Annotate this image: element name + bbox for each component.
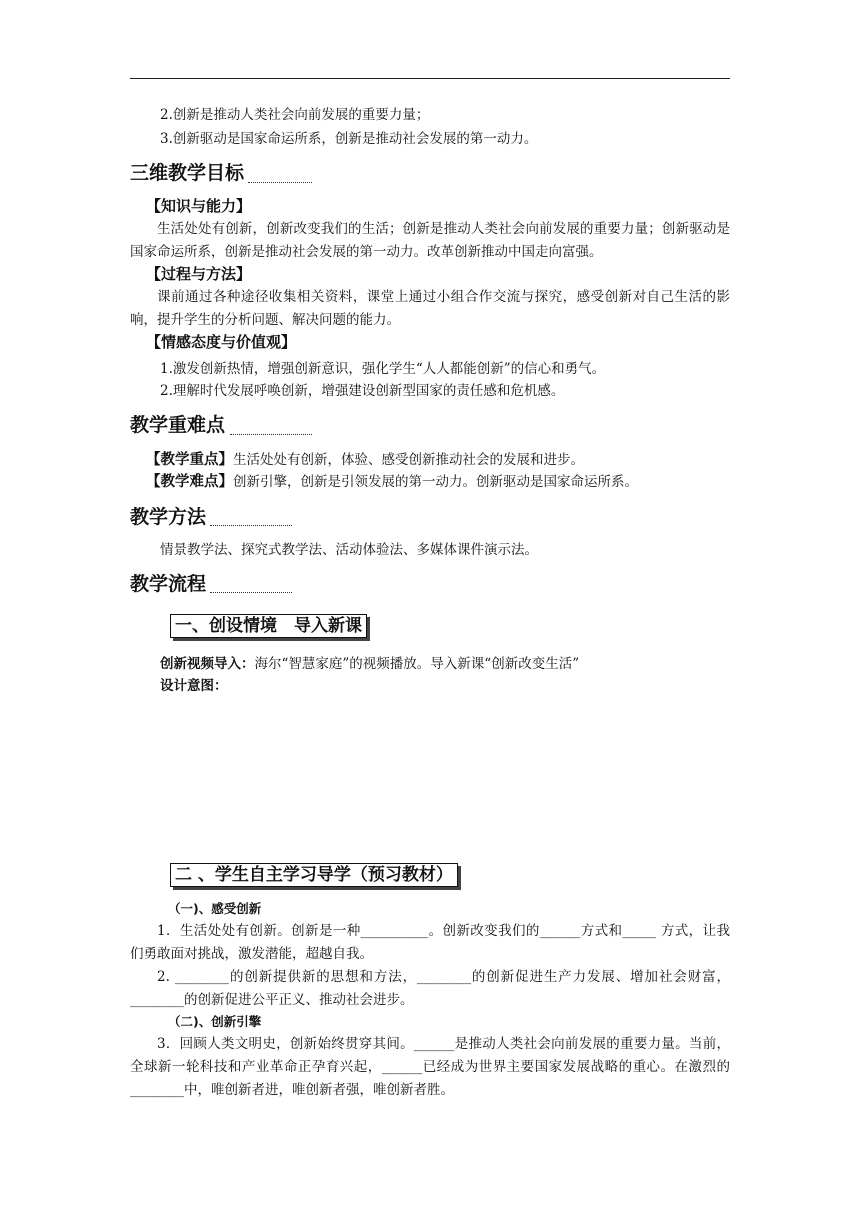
heading-three-dim-goals: 三维教学目标: [130, 162, 245, 184]
difficulty-text: 创新引擎，创新是引领发展的第一动力。创新驱动是国家命运所系。: [233, 474, 638, 490]
heading-underline: [210, 525, 292, 526]
goal-item-2: 2.创新是推动人类社会向前发展的重要力量；: [160, 107, 430, 123]
section-1-title: 一、创设情境 导入新课: [170, 614, 367, 638]
question-1: 1．生活处处有创新。创新是一种__________。创新改变我们的______方式和_____ 方式，让我们勇敢面对挑战，激发潜能，超越自我。: [130, 923, 730, 962]
knowledge-label: 【知识与能力】: [146, 197, 252, 215]
emotion-label: 【情感态度与价值观】: [146, 333, 297, 351]
focus-label: 【教学重点】: [146, 452, 233, 468]
section-2-title: 二 、学生自主学习导学（预习教材）: [170, 863, 458, 887]
question-2: 2. ________的创新提供新的思想和方法，________的创新促进生产力发展、增加社会财富，________的创新促进公平正义、推动社会进步。: [130, 969, 730, 1008]
focus-line: [146, 450, 584, 470]
heading-key-points: 教学重难点: [130, 414, 226, 436]
difficulty-label: 【教学难点】: [146, 474, 233, 490]
heading-underline: [230, 434, 312, 435]
goal-item-3: 3.创新驱动是国家命运所系，创新是推动社会发展的第一动力。: [160, 131, 538, 147]
heading-methods: 教学方法: [130, 506, 207, 528]
header-rule: [130, 78, 730, 79]
emotion-item-2: 2.理解时代发展呼唤创新，增强建设创新型国家的责任感和危机感。: [160, 383, 565, 399]
video-label: 创新视频导入：: [160, 656, 255, 672]
design-intent-label: 设计意图：: [160, 678, 228, 694]
question-3: 3．回顾人类文明史，创新始终贯穿其间。______是推动人类社会向前发展的重要力量。当前，全球新一轮科技和产业革命正孕育兴起，______已经成为世界主要国家发展战略的重心。在激烈的________中，唯创新者进，唯创新者强，唯创新者胜。: [130, 1036, 730, 1098]
heading-underline: [248, 182, 312, 183]
focus-text: 生活处处有创新，体验、感受创新推动社会的发展和进步。: [233, 452, 584, 468]
heading-flow: 教学流程: [130, 573, 207, 595]
video-intro-line: [160, 654, 579, 674]
heading-underline: [210, 592, 292, 593]
emotion-item-1: 1.激发创新热情，增强创新意识，强化学生“人人都能创新”的信心和勇气。: [160, 361, 606, 377]
knowledge-text: 生活处处有创新，创新改变我们的生活；创新是推动人类社会向前发展的重要力量；创新驱动是国家命运所系，创新是推动社会发展的第一动力。改革创新推动中国走向富强。: [130, 221, 730, 260]
part-1-title: （一)、感受创新: [168, 901, 262, 916]
part-2-title: （二)、创新引擎: [168, 1014, 262, 1029]
difficulty-line: [146, 472, 638, 492]
process-text: 课前通过各种途径收集相关资料，课堂上通过小组合作交流与探究，感受创新对自己生活的影响，提升学生的分析问题、解决问题的能力。: [130, 289, 730, 328]
methods-text: 情景教学法、探究式教学法、活动体验法、多媒体课件演示法。: [160, 542, 538, 558]
video-text: 海尔“智慧家庭”的视频播放。导入新课“创新改变生活”: [254, 656, 580, 672]
process-label: 【过程与方法】: [146, 265, 252, 283]
